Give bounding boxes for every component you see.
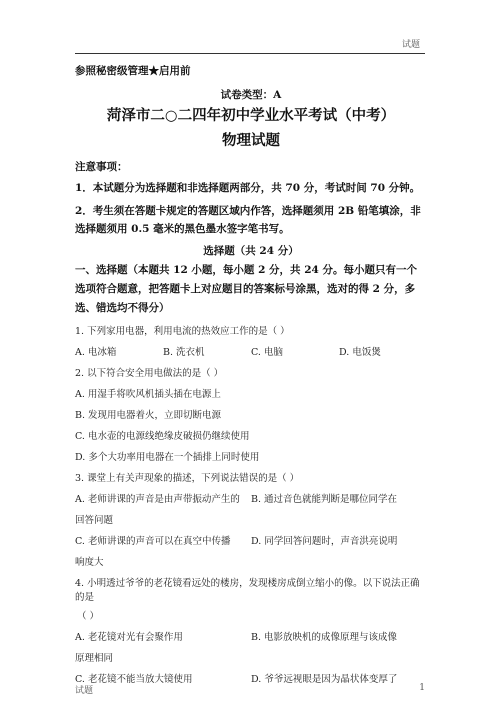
option-a: A. 电冰箱: [75, 347, 117, 358]
option-d: D. 爷爷远视眼是因为晶状体变厚了: [251, 674, 398, 685]
question-1-stem: 1. 下列家用电器，利用电流的热效应工作的是（ ）: [75, 326, 290, 337]
option-b-continuation: 原理相同: [75, 653, 114, 664]
section-title: 选择题（共 24 分）: [203, 245, 299, 257]
option-b: B. 洗衣机: [163, 347, 205, 358]
option-b: B. 通过音色就能判断是哪位同学在: [251, 494, 398, 505]
paper-type: 试卷类型：A: [220, 89, 282, 101]
question-3-stem: 3. 课堂上有关声现象的描述，下列说法错误的是（ ）: [75, 473, 300, 484]
question-4-options-ab: [75, 631, 427, 645]
header-divider: [75, 53, 425, 54]
option-c: C. 电脑: [251, 347, 283, 358]
option-d-continuation: 响度大: [75, 557, 104, 568]
option-c: C. 电水壶的电源线绝缘皮破损仍继续使用: [75, 431, 250, 442]
question-3-options-ab: [75, 493, 427, 507]
notice-item-1: 1．本试题分为选择题和非选择题两部分，共 70 分，考试时间 70 分钟。: [75, 182, 421, 194]
option-d: D. 电饭煲: [339, 347, 381, 358]
footer-label: 试题: [75, 686, 94, 696]
section-description: 一、选择题（本题共 12 小题，每小题 2 分，共 24 分。每小题只有一个选项符合题意，把答题卡上对应题目的答案标号涂黑，选对的得 2 分，多选、错选均不得分）: [75, 264, 417, 314]
exam-title: 菏泽市二○二四年初中学业水平考试（中考）: [106, 107, 396, 124]
notice-heading: 注意事项：: [75, 161, 128, 173]
option-b-continuation: 回答问题: [75, 515, 114, 526]
page-content: [75, 64, 427, 687]
question-3-options-cd: [75, 535, 427, 549]
option-b: B. 发现用电器着火，立即切断电源: [75, 410, 222, 421]
option-c: C. 老师讲课的声音可以在真空中传播: [75, 536, 231, 547]
subject-title: 物理试题: [222, 132, 280, 149]
question-2-stem: 2. 以下符合安全用电做法的是（ ）: [75, 368, 224, 379]
option-a: A. 老师讲课的声音是由声带振动产生的: [75, 494, 240, 505]
question-4-stem: 4. 小明透过爷爷的老花镜看远处的楼房，发现楼房成倒立缩小的像。以下说法正确的是: [75, 578, 420, 603]
confidential-notice: 参照秘密级管理★启用前: [75, 65, 191, 77]
option-b: B. 电影放映机的成像原理与该成像: [251, 632, 398, 643]
option-d: D. 同学回答问题时，声音洪亮说明: [251, 536, 398, 547]
option-c: C. 老花镜不能当放大镜使用: [75, 674, 193, 685]
question-1-options: [75, 346, 427, 360]
option-a: A. 用湿手将吹风机插头插在电源上: [75, 389, 221, 400]
page-number: 1: [419, 683, 425, 693]
option-a: A. 老花镜对光有会聚作用: [75, 632, 183, 643]
notice-item-2: 2．考生须在答题卡规定的答题区域内作答，选择题须用 2B 铅笔填涂，非选择题须用 0.5 毫米的黑色墨水签字笔书写。: [75, 205, 421, 235]
header-label: 试题: [401, 40, 420, 50]
question-4-answer-blank: （ ）: [77, 611, 100, 622]
option-d: D. 多个大功率用电器在一个插排上同时使用: [75, 452, 260, 463]
question-4-options-cd: [75, 673, 427, 687]
